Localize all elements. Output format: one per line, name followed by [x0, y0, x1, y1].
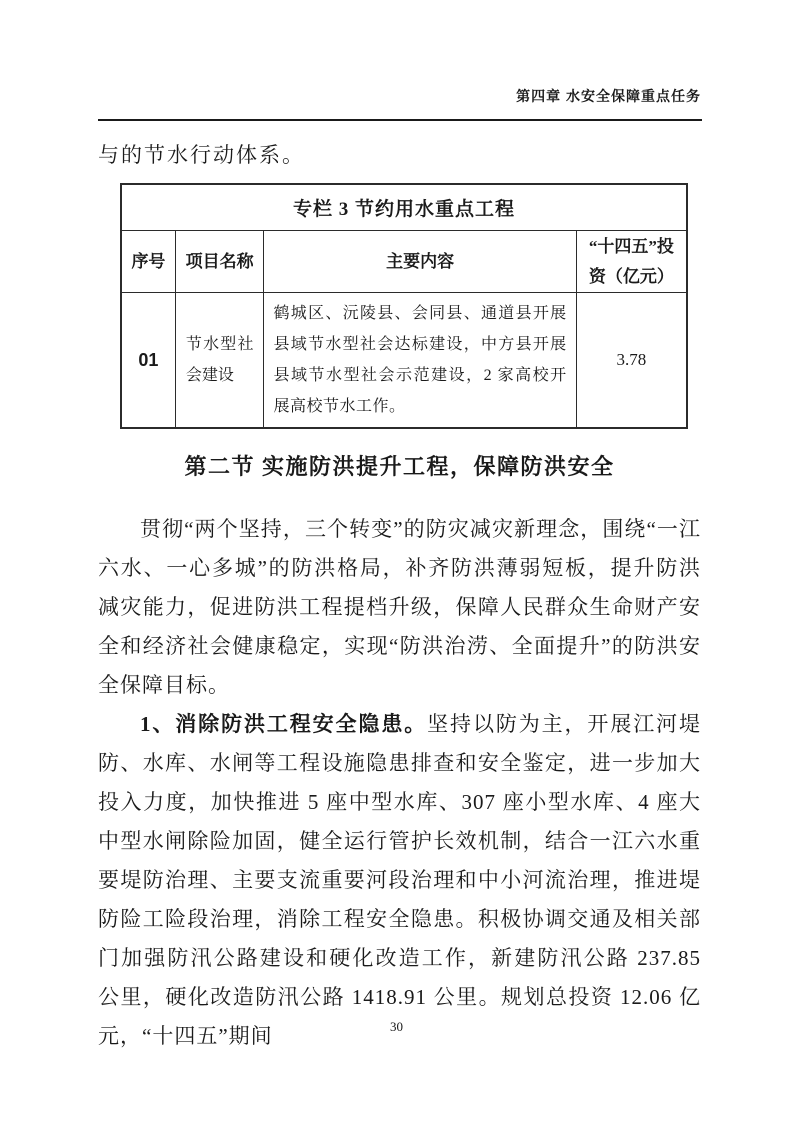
paragraph-text: 贯彻“两个坚持，三个转变”的防灾减灾新理念，围绕“一江六水、一心多城”的防洪格局，补齐防洪薄弱短板，提升防洪减灾能力，促进防洪工程提档升级，保障人民群众生命财产安全和经济社会健康稳定，实现“防洪治涝、全面提升”的防洪安全保障目标。: [98, 517, 701, 697]
cell-project-name: 节水型社会建设: [175, 293, 264, 429]
table-title: 专栏 3 节约用水重点工程: [121, 184, 687, 231]
cell-investment: 3.78: [576, 293, 687, 429]
body-paragraph: [98, 510, 701, 705]
page-number: 30: [390, 1019, 403, 1034]
col-header-investment: “十四五”投资（亿元）: [576, 231, 687, 293]
section-heading: 第二节 实施防洪提升工程，保障防洪安全: [184, 454, 615, 479]
col-header-content: 主要内容: [264, 231, 576, 293]
col-header-name: 项目名称: [175, 231, 264, 293]
intro-paragraph: 与的节水行动体系。: [98, 143, 305, 167]
paragraph-text: 坚持以防为主，开展江河堤防、水库、水闸等工程设施隐患排查和安全鉴定，进一步加大投入力度，加快推进 5 座中型水库、307 座小型水库、4 座大中型水闸除险加固，健全运行管护长效机制，结合一江六水重要堤防治理、主要支流重要河段治理和中小河流治理，推进堤防险工险段治理，消除工程安全隐患。积极协调交通及相关部门加强防汛公路建设和硬化改造工作，新建防汛公路 237.85 公里，硬化改造防汛公路 1418.91 公里。规划总投资 12.06 亿元，“十四五”期间: [98, 712, 702, 1048]
feature-table: [120, 183, 688, 429]
page-content: [98, 140, 701, 1056]
paragraph-lead: 1、消除防洪工程安全隐患。: [140, 712, 428, 736]
body-paragraph: [98, 705, 701, 1056]
running-header: 第四章 水安全保障重点任务: [516, 88, 701, 104]
header-rule: [98, 119, 702, 121]
table-header-row: [121, 231, 687, 293]
cell-serial-number: 01: [121, 293, 175, 429]
cell-main-content: 鹤城区、沅陵县、会同县、通道县开展县域节水型社会达标建设，中方县开展县域节水型社会示范建设，2 家高校开展高校节水工作。: [264, 293, 576, 429]
col-header-no: 序号: [121, 231, 175, 293]
table-row: [121, 293, 687, 429]
table-title-row: [121, 184, 687, 231]
